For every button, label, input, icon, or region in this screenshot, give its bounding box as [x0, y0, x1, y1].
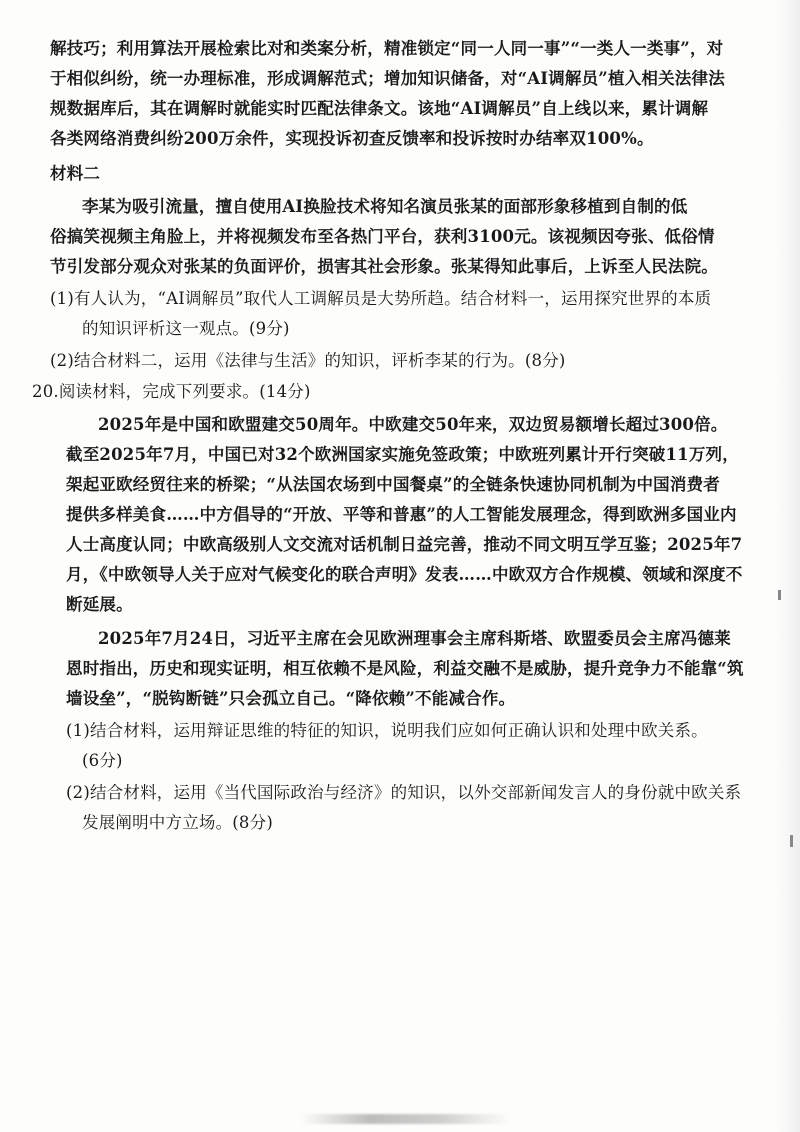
q19-sub1-line-2: 的知识评析这一观点。(9分): [82, 319, 290, 338]
material1-cont-line-3: 规数据库后，其在调解时就能实时匹配法律条文。该地“AI调解员”自上线以来，累计调解: [50, 99, 709, 118]
q20-sub2-line-1: (2)结合材料，运用《当代国际政治与经济》的知识，以外交部新闻发言人的身份就中欧关系: [66, 783, 742, 802]
q19-sub2-line-1: (2)结合材料二，运用《法律与生活》的知识，评析李某的行为。(8分): [50, 351, 566, 370]
q20-p2-line-2: 恩时指出，历史和现实证明，相互依赖不是风险，利益交融不是威胁，提升竞争力不能靠“筑: [66, 659, 744, 678]
q20-sub1-line-2: (6分): [82, 751, 123, 770]
material2-line-2: 俗搞笑视频主角脸上，并将视频发布至各热门平台，获利3100元。该视频因夸张、低俗情: [50, 227, 715, 246]
q20-p1-line-3: 架起亚欧经贸往来的桥梁；“从法国农场到中国餐桌”的全链条快速协同机制为中国消费者: [66, 475, 720, 494]
q20-p1-line-2: 截至2025年7月，中国已对32个欧洲国家实施免签政策；中欧班列累计开行突破11万列，: [66, 445, 739, 464]
material2-line-3: 节引发部分观众对张某的负面评价，损害其社会形象。张某得知此事后，上诉至人民法院。: [50, 257, 718, 276]
q20-p1-line-7: 断延展。: [66, 595, 133, 614]
q20-sub2-line-2: 发展阐明中方立场。(8分): [82, 813, 273, 832]
q19-sub1-line-1: (1)有人认为，“AI调解员”取代人工调解员是大势所趋。结合材料一，运用探究世界的本质: [50, 289, 712, 308]
q20-p2-line-1: 2025年7月24日，习近平主席在会见欧洲理事会主席科斯塔、欧盟委员会主席冯德莱: [98, 629, 731, 648]
q20-p1-line-6: 月，《中欧领导人关于应对气候变化的联合声明》发表……中欧双方合作规模、领域和深度不: [66, 565, 743, 584]
q20-p1-line-1: 2025年是中国和欧盟建交50周年。中欧建交50年来，双边贸易额增长超过300倍。: [98, 415, 728, 434]
material1-cont-line-1: 解技巧；利用算法开展检索比对和类案分析，精准锁定“同一人同一事”“一类人一类事”，对: [50, 39, 724, 58]
q20-sub1-line-1: (1)结合材料，运用辩证思维的特征的知识，说明我们应如何正确认识和处理中欧关系。: [66, 721, 708, 740]
q20-title: 20.阅读材料，完成下列要求。(14分): [32, 382, 311, 401]
page-footer-blur: [300, 1114, 510, 1124]
q20-p1-line-4: 提供多样美食……中方倡导的“开放、平等和普惠”的人工智能发展理念，得到欧洲多国业内: [66, 505, 737, 524]
material2-line-1: 李某为吸引流量，擅自使用AI换脸技术将知名演员张某的面部形象移植到自制的低: [82, 197, 688, 216]
q20-p1-line-5: 人士高度认同；中欧高级别人文交流对话机制日益完善，推动不同文明互学互鉴；2025年7: [66, 535, 743, 554]
material1-cont-line-2: 于相似纠纷，统一办理标准，形成调解范式；增加知识储备，对“AI调解员”植入相关法律法: [50, 69, 725, 88]
scan-mark: [790, 835, 793, 847]
material2-heading: 材料二: [50, 164, 101, 183]
material1-cont-line-4: 各类网络消费纠纷200万余件，实现投诉初查反馈率和投诉按时办结率双100%。: [50, 129, 654, 148]
scan-edge-shadow: [776, 0, 800, 1132]
q20-p2-line-3: 墙设垒”，“脱钩断链”只会孤立自己。“降依赖”不能减合作。: [66, 689, 516, 708]
scan-mark: [778, 590, 781, 600]
